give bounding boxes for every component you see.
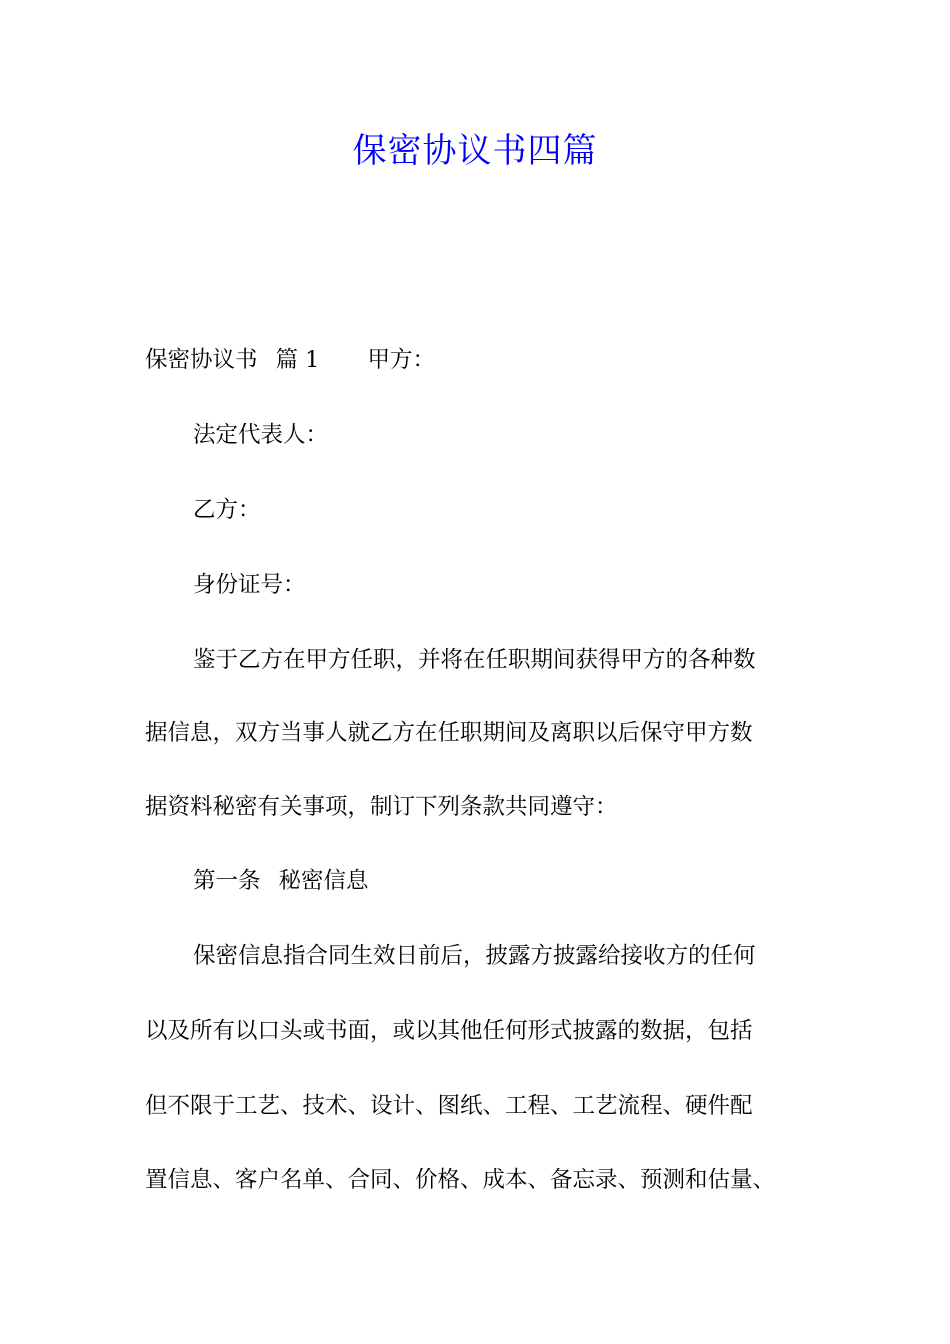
id-number-line: 身份证号： bbox=[193, 572, 306, 598]
paragraph-heading-line bbox=[145, 345, 435, 375]
preamble-line-3: 据资料秘密有关事项，制订下列条款共同遵守： bbox=[145, 794, 618, 820]
document-title: 保密协议书四篇 bbox=[352, 131, 598, 171]
article-one-line-3: 但不限于工艺、技术、设计、图纸、工程、工艺流程、硬件配 bbox=[145, 1093, 753, 1119]
article-one-line-2: 以及所有以口头或书面，或以其他任何形式披露的数据，包括 bbox=[145, 1018, 753, 1044]
article-number: 第一条 bbox=[193, 868, 261, 894]
section-number: 篇 1 bbox=[275, 347, 320, 373]
article-one-heading bbox=[193, 866, 369, 896]
article-title: 秘密信息 bbox=[278, 868, 369, 894]
article-one-line-1: 保密信息指合同生效日前后，披露方披露给接收方的任何 bbox=[193, 943, 756, 969]
article-one-line-4: 置信息、客户名单、合同、价格、成本、备忘录、预测和估量、 bbox=[145, 1167, 776, 1193]
heading-label: 保密协议书 bbox=[145, 347, 258, 373]
party-a-label: 甲方： bbox=[367, 347, 435, 373]
party-b-line: 乙方： bbox=[193, 497, 261, 523]
legal-representative-line: 法定代表人： bbox=[193, 422, 329, 448]
preamble-line-2: 据信息，双方当事人就乙方在任职期间及离职以后保守甲方数 bbox=[145, 720, 753, 746]
preamble-line-1: 鉴于乙方在甲方任职，并将在任职期间获得甲方的各种数 bbox=[193, 647, 756, 673]
